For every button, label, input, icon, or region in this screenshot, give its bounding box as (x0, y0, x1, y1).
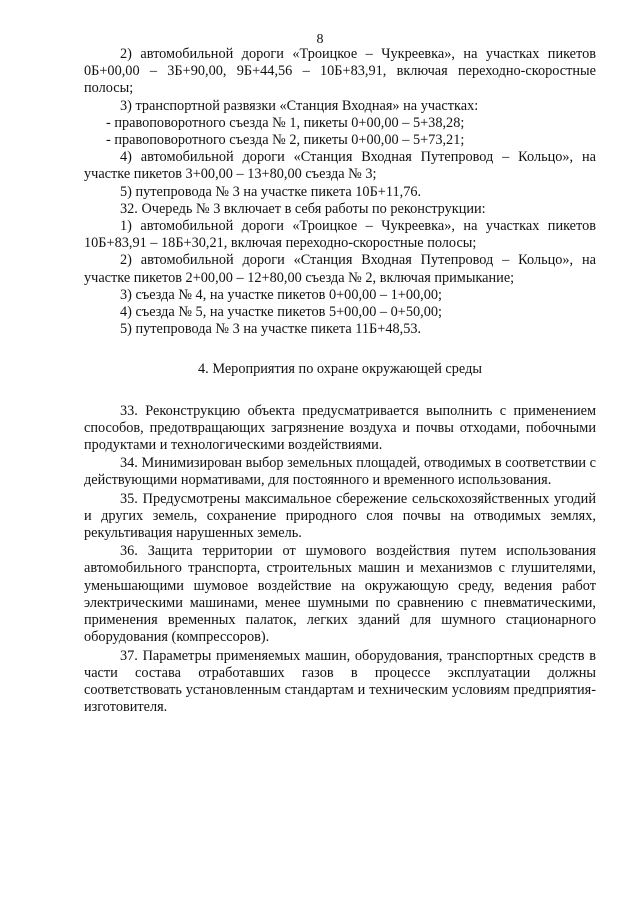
paragraph-34: 34. Минимизирован выбор земельных площадей, отводимых в соответствии с действующими нормативами, для постоянного и временного использования. (84, 455, 596, 489)
paragraph-stage3-item-1: 1) автомобильной дороги «Троицкое – Чукреевка», на участках пикетов 10Б+83,91 – 18Б+30,21, включая переходно-скоростные полосы; (84, 218, 596, 252)
paragraph-36: 36. Защита территории от шумового воздействия путем использования автомобильного транспорта, строительных машин и механизмов с глушителями, уменьшающими шумовое воздействие на окружающую среду, ведения работ электрическими машинами, менее шумными по сравнению с пневматическими, применения временных палаток, легких зданий для шумного стационарного оборудования (компрессоров). (84, 543, 596, 646)
paragraph-33: 33. Реконструкцию объекта предусматривается выполнить с применением способов, предотвращающих загрязнение воздуха и почвы отходами, побочными продуктами и технологическими воздействиями. (84, 402, 596, 454)
section-heading: 4. Мероприятия по охране окружающей среды (198, 361, 482, 378)
paragraph-stage3-item-4: 4) съезда № 5, на участке пикетов 5+00,00 – 0+50,00; (120, 304, 442, 321)
document-body (84, 46, 596, 716)
paragraph-item-3-interchange: 3) транспортной развязки «Станция Входная» на участках: (120, 97, 479, 114)
page-number: 8 (316, 32, 324, 47)
paragraph-item-4-road: 4) автомобильной дороги «Станция Входная Путепровод – Кольцо», на участке пикетов 3+00,00 – 13+80,00 съезда № 3; (84, 149, 596, 183)
paragraph-item-5-overpass: 5) путепровода № 3 на участке пикета 10Б+11,76. (120, 183, 422, 200)
paragraph-stage3-item-5: 5) путепровода № 3 на участке пикета 11Б+48,53. (120, 321, 422, 338)
paragraph-ramp-2: - правоповоротного съезда № 2, пикеты 0+00,00 – 5+73,21; (106, 132, 465, 149)
paragraph-32-stage-3: 32. Очередь № 3 включает в себя работы по реконструкции: (120, 200, 486, 217)
paragraph-stage3-item-2: 2) автомобильной дороги «Станция Входная Путепровод – Кольцо», на участке пикетов 2+00,00 – 12+80,00 съезда № 2, включая примыкание; (84, 252, 596, 286)
paragraph-stage3-item-3: 3) съезда № 4, на участке пикетов 0+00,00 – 1+00,00; (120, 286, 442, 303)
paragraph-ramp-1: - правоповоротного съезда № 1, пикеты 0+00,00 – 5+38,28; (106, 114, 465, 131)
paragraph-35: 35. Предусмотрены максимальное сбережение сельскохозяйственных угодий и других земель, сохранение природного слоя почвы на отводимых землях, рекультивация нарушенных земель. (84, 490, 596, 542)
paragraph-37: 37. Параметры применяемых машин, оборудования, транспортных средств в части состава отработавших газов в процессе эксплуатации должны соответствовать установленным стандартам и техническим условиям предприятия-изготовителя. (84, 647, 596, 716)
paragraph-item-2-road: 2) автомобильной дороги «Троицкое – Чукреевка», на участках пикетов 0Б+00,00 – 3Б+90,00, 9Б+44,56 – 10Б+83,91, включая переходно-скоростные полосы; (84, 46, 596, 97)
